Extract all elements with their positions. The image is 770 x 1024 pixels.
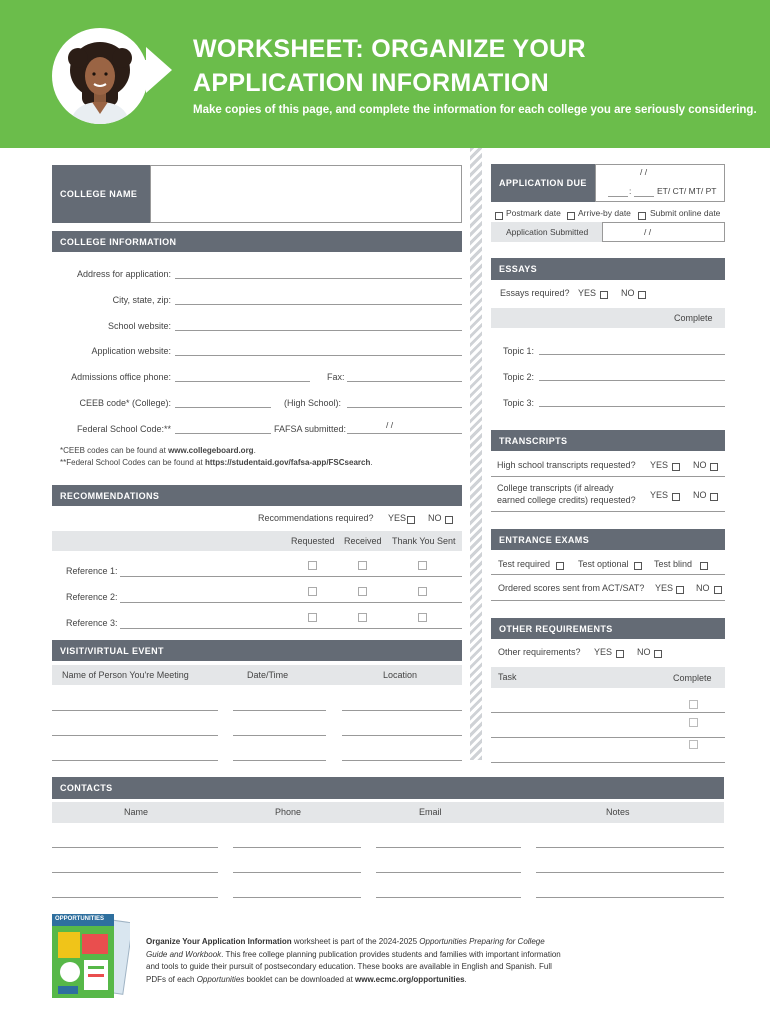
hs-transcripts-no-label: NO [693, 460, 707, 470]
topic-1-field[interactable] [539, 354, 725, 355]
test-blind-label: Test blind [654, 559, 693, 569]
other-no-label: NO [637, 647, 651, 657]
page-subtitle: Make copies of this page, and complete the information for each college you are seriously considering. [193, 104, 757, 116]
visit-row-2-date[interactable] [233, 735, 326, 736]
reference-1-thank-checkbox[interactable] [418, 561, 427, 570]
submit-online-label: Submit online date [650, 208, 721, 218]
visit-row-1-date[interactable] [233, 710, 326, 711]
task-2-complete-checkbox[interactable] [689, 718, 698, 727]
test-optional-checkbox[interactable] [634, 557, 642, 575]
other-yes-checkbox[interactable] [616, 645, 624, 663]
college-transcripts-label-2: earned college credits) requested? [497, 495, 636, 505]
application-submitted-label: Application Submitted [506, 227, 589, 237]
federal-code-field[interactable] [175, 433, 271, 434]
hs-transcripts-yes-checkbox[interactable] [672, 458, 680, 476]
recommendations-yes-checkbox[interactable] [407, 511, 415, 529]
essays-header: ESSAYS [491, 258, 725, 280]
hs-transcripts-yes-label: YES [650, 460, 669, 470]
contact-row-2-notes[interactable] [536, 872, 724, 873]
hs-transcripts-label: High school transcripts requested? [497, 460, 636, 470]
col-requested: Requested [291, 536, 335, 546]
task-row-3[interactable] [491, 762, 725, 763]
col-thank-you: Thank You Sent [392, 536, 456, 546]
fafsa-field[interactable] [347, 433, 462, 434]
ceeb-college-field[interactable] [175, 407, 271, 408]
recommendations-required-label: Recommendations required? [258, 513, 374, 523]
college-name-field[interactable] [150, 165, 462, 223]
reference-1-label: Reference 1: [66, 566, 118, 576]
college-transcripts-no-checkbox[interactable] [710, 488, 718, 506]
col-location: Location [383, 670, 418, 680]
fax-label: Fax: [327, 372, 345, 382]
reference-3-field[interactable] [120, 628, 462, 629]
col-complete: Complete [673, 673, 712, 683]
due-date-slashes: / / [640, 167, 648, 177]
test-optional-label: Test optional [578, 559, 629, 569]
visit-row-3-date[interactable] [233, 760, 326, 761]
reference-3-received-checkbox[interactable] [358, 613, 367, 622]
transcripts-header: TRANSCRIPTS [491, 430, 725, 451]
college-transcripts-no-label: NO [693, 490, 707, 500]
entrance-exams-header: ENTRANCE EXAMS [491, 529, 725, 550]
essays-no-label: NO [621, 288, 635, 298]
ceeb-high-school-label: (High School): [284, 398, 342, 408]
contact-row-3-notes[interactable] [536, 897, 724, 898]
city-label: City, state, zip: [112, 295, 171, 305]
visit-row-3-name[interactable] [52, 760, 218, 761]
college-name-label: COLLEGE NAME [52, 165, 150, 223]
school-website-label: School website: [107, 321, 171, 331]
visit-row-1-name[interactable] [52, 710, 218, 711]
essays-yes-label: YES [578, 288, 597, 298]
reference-2-label: Reference 2: [66, 592, 118, 602]
ordered-no-checkbox[interactable] [714, 581, 722, 599]
reference-2-field[interactable] [120, 602, 462, 603]
page-title: WORKSHEET: ORGANIZE YOUR APPLICATION INFORMATION [193, 35, 586, 97]
contact-row-2-name[interactable] [52, 872, 218, 873]
column-divider [470, 148, 482, 760]
ceeb-note: *CEEB codes can be found at www.collegeboard.org. [60, 446, 256, 455]
col-task: Task [498, 672, 517, 682]
transcripts-divider [491, 476, 725, 477]
arrive-label: Arrive-by date [578, 208, 631, 218]
recommendations-yes-label: YES [388, 513, 407, 523]
reference-2-requested-checkbox[interactable] [308, 587, 317, 596]
visit-row-2-location[interactable] [342, 735, 462, 736]
col-contact-notes: Notes [606, 807, 630, 817]
footer-description: Organize Your Application Information worksheet is part of the 2024-2025 Opportunities Preparing for College Guide and Workbook. This free college planning publication provides students and families with important information and tools to guide their pursuit of postsecondary education. These books are available in English and Spanish. Full PDFs of each Opportunities booklet can be downloaded at www.ecmc.org/opportunities. [146, 937, 561, 984]
fafsa-slashes: / / [386, 420, 394, 430]
ordered-no-label: NO [696, 583, 710, 593]
due-time-colon: : [629, 186, 632, 196]
task-3-complete-checkbox[interactable] [689, 740, 698, 749]
fsc-note: **Federal School Codes can be found at https://studentaid.gov/fafsa-app/FSCsearch. [60, 458, 373, 467]
essays-no-checkbox[interactable] [638, 286, 646, 304]
contact-row-1-phone[interactable] [233, 847, 361, 848]
other-requirements-header: OTHER REQUIREMENTS [491, 618, 725, 639]
postmark-label: Postmark date [506, 208, 561, 218]
fax-field[interactable] [347, 381, 462, 382]
college-info-header: COLLEGE INFORMATION [52, 231, 462, 252]
college-transcripts-yes-label: YES [650, 490, 669, 500]
ceeb-college-label: CEEB code* (College): [79, 398, 171, 408]
due-timezones: ET/ CT/ MT/ PT [657, 186, 717, 196]
task-row-2[interactable] [491, 737, 725, 738]
reference-1-received-checkbox[interactable] [358, 561, 367, 570]
topic-2-label: Topic 2: [503, 372, 535, 382]
studentaid-link[interactable]: https://studentaid.gov/fafsa-app/FSCsearch [204, 458, 371, 467]
test-required-label: Test required [498, 559, 551, 569]
contact-row-3-phone[interactable] [233, 897, 361, 898]
fafsa-label: FAFSA submitted: [274, 424, 347, 434]
topic-3-field[interactable] [539, 406, 725, 407]
essays-required-label: Essays required? [500, 288, 570, 298]
federal-code-label: Federal School Code:** [76, 424, 171, 434]
col-date-time: Date/Time [247, 670, 289, 680]
collegeboard-link[interactable]: www.collegeboard.org [168, 446, 254, 455]
recommendations-header: RECOMMENDATIONS [52, 485, 462, 506]
hs-transcripts-no-checkbox[interactable] [710, 458, 718, 476]
application-website-field[interactable] [175, 355, 462, 356]
contact-row-1-notes[interactable] [536, 847, 724, 848]
test-required-checkbox[interactable] [556, 557, 564, 575]
submitted-slashes: / / [644, 227, 652, 237]
application-submitted-field[interactable] [602, 222, 725, 242]
contact-row-2-email[interactable] [376, 872, 521, 873]
col-person-name: Name of Person You're Meeting [62, 670, 189, 680]
topic-1-label: Topic 1: [503, 346, 535, 356]
address-field[interactable] [175, 278, 462, 279]
address-label: Address for application: [76, 269, 171, 279]
topic-2-field[interactable] [539, 380, 725, 381]
reference-3-requested-checkbox[interactable] [308, 613, 317, 622]
topic-3-label: Topic 3: [503, 398, 535, 408]
application-website-label: Application website: [91, 346, 171, 356]
avatar [52, 28, 148, 124]
ordered-yes-checkbox[interactable] [676, 581, 684, 599]
visit-header: VISIT/VIRTUAL EVENT [52, 640, 462, 661]
contact-row-3-email[interactable] [376, 897, 521, 898]
admissions-phone-label: Admissions office phone: [71, 372, 171, 382]
reference-1-field[interactable] [120, 576, 462, 577]
contact-row-1-email[interactable] [376, 847, 521, 848]
test-blind-checkbox[interactable] [700, 557, 708, 575]
reference-3-thank-checkbox[interactable] [418, 613, 427, 622]
exams-divider [491, 574, 725, 575]
col-received: Received [344, 536, 382, 546]
school-website-field[interactable] [175, 330, 462, 331]
essays-complete-label: Complete [674, 313, 713, 323]
ordered-yes-label: YES [655, 583, 674, 593]
reference-3-label: Reference 3: [66, 618, 118, 628]
other-required-label: Other requirements? [498, 647, 581, 657]
ceeb-high-school-field[interactable] [347, 407, 462, 408]
recommendations-no-label: NO [428, 513, 442, 523]
college-transcripts-label-1: College transcripts (if already [497, 483, 614, 493]
transcripts-bottom-line [491, 511, 725, 512]
contacts-header: CONTACTS [52, 777, 724, 799]
col-contact-email: Email [419, 807, 442, 817]
visit-row-3-location[interactable] [342, 760, 462, 761]
reference-2-received-checkbox[interactable] [358, 587, 367, 596]
col-contact-name: Name [124, 807, 149, 817]
book-title: OPPORTUNITIES [55, 916, 105, 922]
visit-row-2-name[interactable] [52, 735, 218, 736]
contact-row-1-name[interactable] [52, 847, 218, 848]
other-yes-label: YES [594, 647, 613, 657]
reference-2-thank-checkbox[interactable] [418, 587, 427, 596]
other-no-checkbox[interactable] [654, 645, 662, 663]
essays-yes-checkbox[interactable] [600, 286, 608, 304]
application-due-label: APPLICATION DUE [491, 164, 595, 202]
col-contact-phone: Phone [275, 807, 302, 817]
visit-row-1-location[interactable] [342, 710, 462, 711]
contact-row-2-phone[interactable] [233, 872, 361, 873]
admissions-phone-field[interactable] [175, 381, 310, 382]
ordered-scores-label: Ordered scores sent from ACT/SAT? [498, 583, 645, 593]
reference-1-requested-checkbox[interactable] [308, 561, 317, 570]
college-transcripts-yes-checkbox[interactable] [672, 488, 680, 506]
recommendations-no-checkbox[interactable] [445, 511, 453, 529]
contact-row-3-name[interactable] [52, 897, 218, 898]
opportunities-book-image [52, 914, 130, 1000]
exams-bottom-line [491, 600, 725, 601]
ecmc-link[interactable]: www.ecmc.org/opportunities [355, 974, 465, 984]
city-field[interactable] [175, 304, 462, 305]
task-1-complete-checkbox[interactable] [689, 700, 698, 709]
task-row-1[interactable] [491, 712, 725, 713]
